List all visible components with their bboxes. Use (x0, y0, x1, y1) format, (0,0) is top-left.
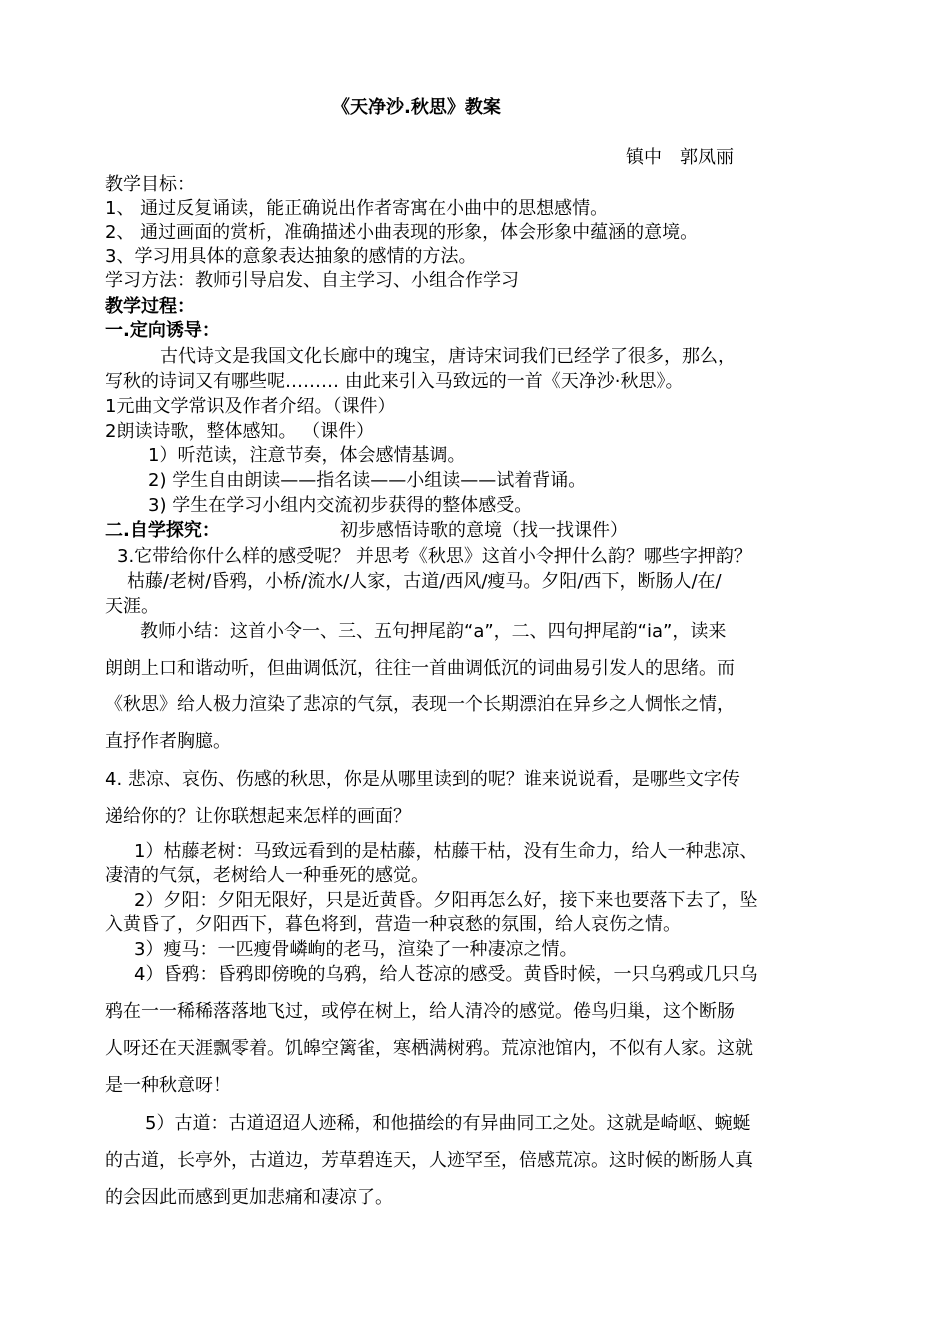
section-1-paragraph-line: 古代诗文是我国文化长廊中的瑰宝，唐诗宋词我们已经学了很多，那么， (160, 346, 736, 367)
section-1-heading: 一.定向诱导： (105, 320, 220, 341)
teacher-summary-line: 教师小结：这首小令一、三、五句押尾韵“a”，二、四句押尾韵“ia”，读来 (140, 621, 727, 642)
teacher-summary-line: 直抒作者胸臆。 (105, 731, 231, 752)
rhyme-line: 枯藤/老树/昏鸦，小桥/流水/人家，古道/西风/瘦马。夕阳/西下，断肠人/在/ (127, 571, 722, 592)
answer-4-line: 4）昏鸦：昏鸦即傍晚的乌鸦，给人苍凉的感受。黄昏时候，一只乌鸦或几只乌 (134, 964, 758, 985)
page-title: 《天净沙.秋思》教案 (332, 97, 501, 118)
question-4-line: 递给你的？让你联想起来怎样的画面？ (105, 806, 411, 827)
learning-method: 学习方法：教师引导启发、自主学习、小组合作学习 (105, 270, 519, 291)
section-1-item: 2朗读诗歌，整体感知。 （课件） (105, 421, 375, 442)
objective-item-3: 3、学习用具体的意象表达抽象的感情的方法。 (105, 246, 477, 267)
answer-4-line: 人呀还在天涯飘零着。饥皞空篱雀，寒栖满树鸦。荒凉池馆内，不似有人家。这就 (105, 1038, 753, 1059)
section-1-subitem: 1）听范读，注意节奏，体会感情基调。 (148, 445, 466, 466)
answer-5-line: 的古道，长亭外，古道边，芳草碧连天，人迹罕至，倍感荒凉。这时候的断肠人真 (105, 1150, 753, 1171)
answer-2-line: 入黄昏了，夕阳西下，暮色将到，营造一种哀愁的氛围，给人哀伤之情。 (105, 914, 681, 935)
answer-1-line: 凄清的气氛，老树给人一种垂死的感觉。 (105, 865, 429, 886)
teacher-summary-line: 《秋思》给人极力渲染了悲凉的气氛，表现一个长期漂泊在异乡之人惆怅之情， (105, 694, 735, 715)
answer-2-line: 2）夕阳：夕阳无限好，只是近黄昏。夕阳再怎么好，接下来也要落下去了，坠 (134, 890, 758, 911)
answer-5-line: 5）古道：古道迢迢人迹稀，和他描绘的有异曲同工之处。这就是崎岖、蜿蜒 (145, 1113, 751, 1134)
section-1-subitem: 2) 学生自由朗读——指名读——小组读——试着背诵。 (148, 470, 587, 491)
rhyme-line: 天涯。 (105, 596, 159, 617)
answer-3: 3）瘦马：一匹瘦骨嶙峋的老马，渲染了一种凄凉之情。 (134, 939, 578, 960)
teacher-summary-line: 朗朗上口和谐动听，但曲调低沉，往往一首曲调低沉的词曲易引发人的思绪。而 (105, 658, 735, 679)
section-2-heading: 二.自学探究： (105, 520, 220, 541)
objective-item-2: 2、 通过画面的赏析，准确描述小曲表现的形象，体会形象中蕴涵的意境。 (105, 222, 699, 243)
section-1-item: 1元曲文学常识及作者介绍。（课件） (105, 396, 396, 417)
objectives-heading: 教学目标： (105, 174, 195, 195)
answer-1-line: 1）枯藤老树：马致远看到的是枯藤，枯藤干枯，没有生命力，给人一种悲凉、 (134, 841, 758, 862)
objective-item-1: 1、 通过反复诵读，能正确说出作者寄寓在小曲中的思想感情。 (105, 198, 609, 219)
section-2-subtitle: 初步感悟诗歌的意境（找一找课件） (340, 520, 628, 541)
section-1-subitem: 3) 学生在学习小组内交流初步获得的整体感受。 (148, 495, 533, 516)
answer-4-line: 鸦在一一稀稀落落地飞过，或停在树上，给人清冷的感觉。倦鸟归巢，这个断肠 (105, 1001, 735, 1022)
section-1-paragraph-line: 写秋的诗词又有哪些呢……… 由此来引入马致远的一首《天净沙·秋思》。 (105, 371, 684, 392)
question-4-line: 4. 悲凉、哀伤、伤感的秋思，你是从哪里读到的呢？谁来说说看，是哪些文字传 (105, 769, 740, 790)
answer-5-line: 的会因此而感到更加悲痛和凄凉了。 (105, 1187, 393, 1208)
question-3: 3.它带给你什么样的感受呢？ 并思考《秋思》这首小令押什么韵？哪些字押韵？ (117, 546, 752, 567)
author-line: 镇中 郭凤丽 (626, 147, 734, 168)
process-heading: 教学过程： (105, 296, 195, 317)
answer-4-line: 是一种秋意呀！ (105, 1075, 231, 1096)
